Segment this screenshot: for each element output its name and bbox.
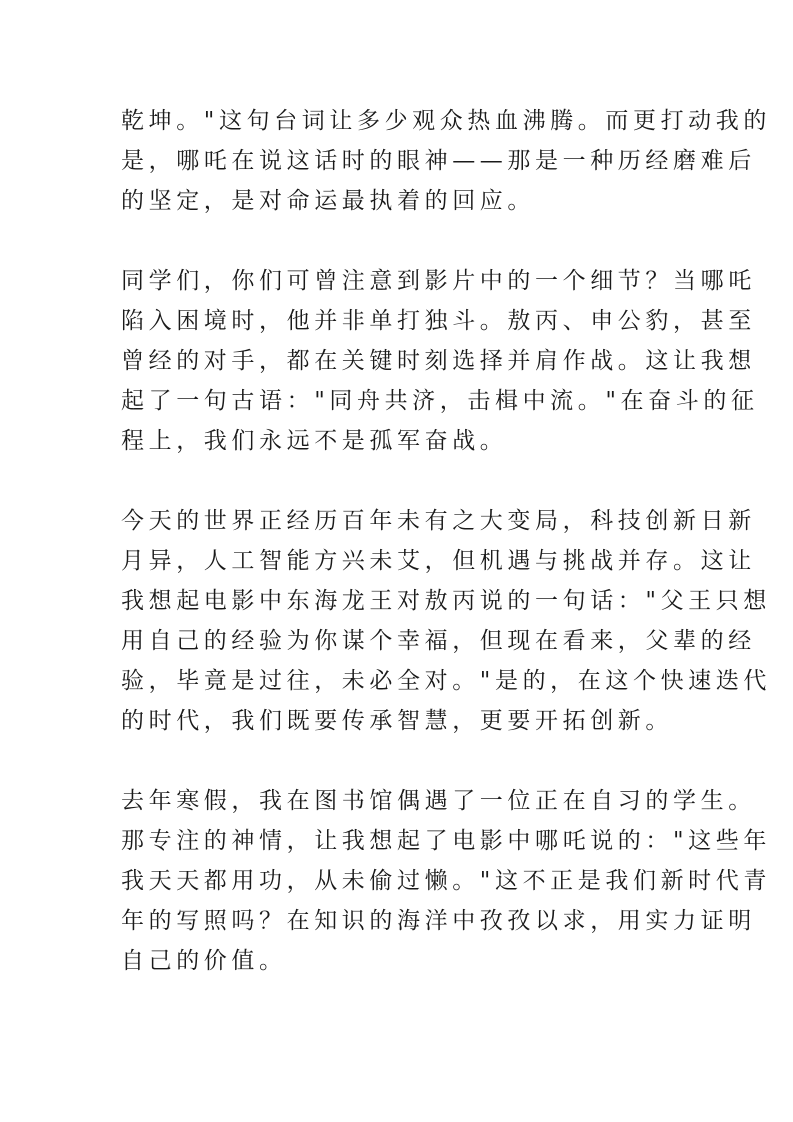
- text-line: 去年寒假，我在图书馆偶遇了一位正在自习的学生。: [121, 788, 756, 814]
- text-line: 的坚定，是对命运最执着的回应。: [121, 188, 535, 214]
- text-line: 自己的价值。: [121, 948, 287, 974]
- text-line: 曾经的对手，都在关键时刻选择并肩作战。这让我想: [121, 348, 756, 374]
- text-line: 那专注的神情，让我想起了电影中哪吒说的："这些年: [121, 828, 771, 854]
- document-page: [121, 101, 771, 1021]
- text-line: 验，毕竟是过往，未必全对。"是的，在这个快速迭代: [121, 668, 771, 694]
- text-line: 陷入困境时，他并非单打独斗。敖丙、申公豹，甚至: [121, 308, 756, 334]
- text-line: 是，哪吒在说这话时的眼神——那是一种历经磨难后: [121, 148, 756, 174]
- paragraph-4: [121, 781, 771, 981]
- text-line: 今天的世界正经历百年未有之大变局，科技创新日新: [121, 508, 756, 534]
- text-line: 用自己的经验为你谋个幸福，但现在看来，父辈的经: [121, 628, 756, 654]
- text-line: 乾坤。"这句台词让多少观众热血沸腾。而更打动我的: [121, 108, 771, 134]
- text-line: 程上，我们永远不是孤军奋战。: [121, 428, 508, 454]
- text-line: 年的写照吗？在知识的海洋中孜孜以求，用实力证明: [121, 908, 756, 934]
- paragraph-3: [121, 501, 771, 741]
- text-line: 的时代，我们既要传承智慧，更要开拓创新。: [121, 708, 673, 734]
- paragraph-2: [121, 261, 759, 461]
- paragraph-1: [121, 101, 771, 221]
- text-line: 同学们，你们可曾注意到影片中的一个细节？当哪吒: [121, 268, 756, 294]
- text-line: 我天天都用功，从未偷过懒。"这不正是我们新时代青: [121, 868, 771, 894]
- text-line: 我想起电影中东海龙王对敖丙说的一句话："父王只想: [121, 588, 771, 614]
- text-line: 起了一句古语："同舟共济，击楫中流。"在奋斗的征: [121, 388, 759, 414]
- text-line: 月异，人工智能方兴未艾，但机遇与挑战并存。这让: [121, 548, 756, 574]
